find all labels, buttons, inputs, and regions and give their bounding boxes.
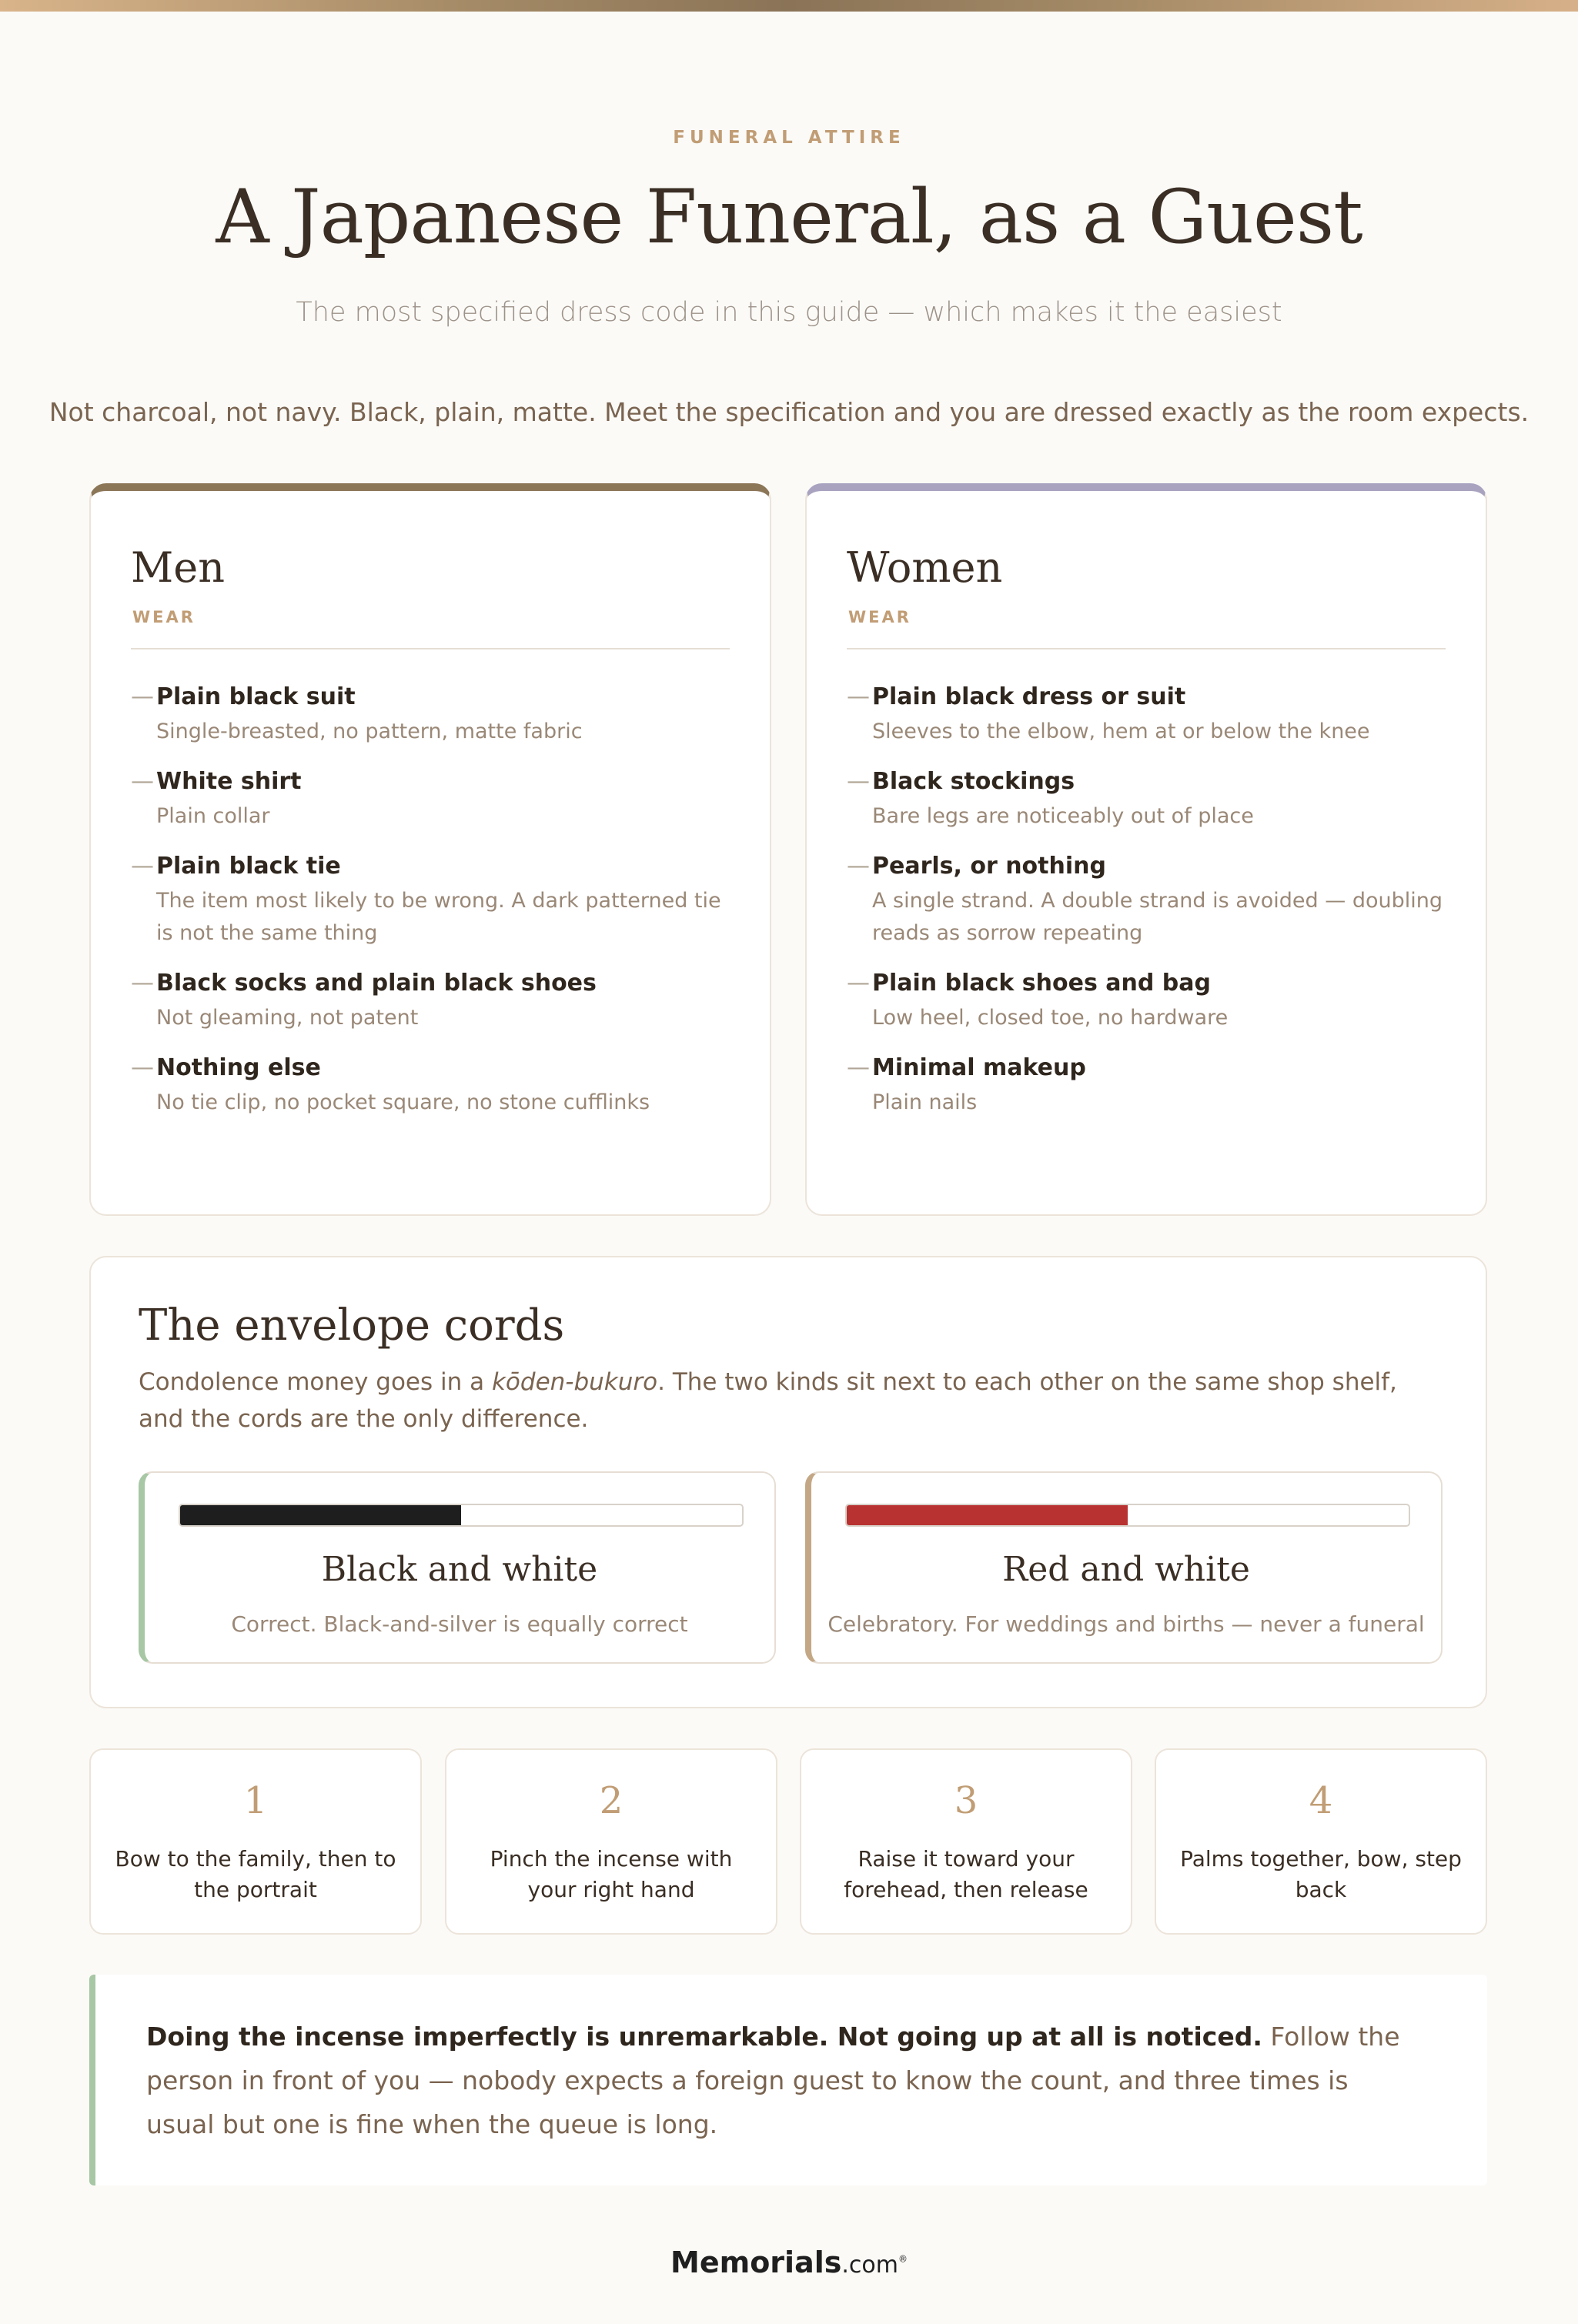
cord-title: Black and white [321,1550,598,1589]
step-number: 4 [1309,1779,1333,1822]
list-item [131,682,730,748]
step-number: 1 [243,1779,268,1822]
cord-card-red-white [805,1471,1443,1664]
item-desc: Plain collar [156,804,270,828]
item-desc: Not gleaming, not patent [156,1006,419,1030]
item-desc: A single strand. A double strand is avoided — doubling reads as sorrow repeating [872,889,1443,945]
step-text: Palms together, bow, step back [1180,1846,1462,1902]
item-name: Nothing else [156,1054,321,1081]
list-item [131,851,730,950]
men-card [89,483,771,1216]
intro-lede: Not charcoal, not navy. Black, plain, matte. Meet the specification and you are dressed exactly as the room expects. [48,397,1530,427]
envelope-section [89,1256,1487,1708]
dash-icon: — [131,853,154,880]
item-desc: Low heel, closed toe, no hardware [872,1006,1229,1030]
dash-icon: — [131,1054,154,1081]
item-desc: Sleeves to the elbow, hem at or below the knee [872,720,1370,743]
dash-icon: — [847,853,870,880]
cord-title: Red and white [1002,1550,1250,1589]
item-name: White shirt [156,768,302,795]
note-bold: Doing the incense imperfectly is unremarkable. Not going up at all is noticed. [146,2022,1262,2052]
men-title: Men [131,543,226,592]
dash-icon: — [131,970,154,997]
item-desc: Bare legs are noticeably out of place [872,804,1254,828]
item-name: Plain black suit [156,683,356,710]
item-desc: Single-breasted, no pattern, matte fabric [156,720,583,743]
dash-icon: — [131,768,154,795]
list-item [847,851,1446,950]
item-name: Plain black dress or suit [872,683,1186,710]
women-card [805,483,1487,1216]
list-item [847,968,1446,1034]
logo-suffix: .com [841,2252,898,2279]
men-wear-label: WEAR [132,608,196,626]
cord-card-black-white [139,1471,776,1664]
list-item [847,682,1446,748]
step-number: 3 [954,1779,978,1822]
envelope-intro [139,1364,1438,1437]
intro-text: . The two kinds sit next to each other on the same shop shelf, and the cords are the only difference. [139,1368,1397,1433]
men-items-list [131,682,730,1137]
step-number: 2 [599,1779,624,1822]
list-item [131,766,730,833]
item-name: Plain black shoes and bag [872,970,1211,997]
item-name: Plain black tie [156,853,341,880]
cord-desc: Correct. Black-and-silver is equally correct [231,1611,688,1637]
cord-desc: Celebratory. For weddings and births — never a funeral [827,1611,1425,1637]
item-desc: No tie clip, no pocket square, no stone cufflinks [156,1090,650,1114]
step-card [800,1748,1132,1935]
page-title: A Japanese Funeral, as a Guest [216,174,1362,260]
list-item [847,766,1446,833]
step-text: Pinch the incense with your right hand [490,1846,733,1902]
incense-note [89,1975,1487,2185]
dash-icon: — [847,970,870,997]
step-text: Raise it toward your forehead, then release [844,1846,1088,1902]
item-desc: The item most likely to be wrong. A dark patterned tie is not the same thing [156,889,721,945]
list-item [131,1053,730,1119]
cord-fill [847,1505,1128,1525]
dash-icon: — [131,683,154,710]
memorials-logo[interactable] [0,2246,1578,2279]
divider [847,648,1446,649]
step-card [89,1748,422,1935]
step-card [1155,1748,1487,1935]
page-subtitle: The most specified dress code in this guide — which makes it the easiest [296,297,1282,328]
top-accent-bar [0,0,1578,12]
dash-icon: — [847,683,870,710]
item-name: Black stockings [872,768,1075,795]
dash-icon: — [847,768,870,795]
women-wear-label: WEAR [848,608,911,626]
logo-name: Memorials [670,2246,842,2279]
envelope-title: The envelope cords [139,1301,565,1351]
cord-swatch [179,1504,744,1527]
item-name: Minimal makeup [872,1054,1086,1081]
item-name: Pearls, or nothing [872,853,1106,880]
item-desc: Plain nails [872,1090,978,1114]
list-item [131,968,730,1034]
cord-swatch [845,1504,1410,1527]
women-title: Women [847,543,1003,592]
list-item [847,1053,1446,1119]
intro-text: Condolence money goes in a [139,1368,492,1396]
item-name: Black socks and plain black shoes [156,970,597,997]
logo-mark: ® [898,2253,908,2265]
intro-term: kōden-bukuro [491,1368,658,1396]
cord-fill [180,1505,461,1525]
step-card [445,1748,777,1935]
women-items-list [847,682,1446,1137]
step-text: Bow to the family, then to the portrait [115,1846,396,1902]
note-text [146,2015,1418,2146]
dash-icon: — [847,1054,870,1081]
divider [131,648,730,649]
note-body: Follow the person in front of you — nobody expects a foreign guest to know the count, and three times is usual but one is fine when the queue is long. [146,2022,1400,2139]
eyebrow-label: FUNERAL ATTIRE [673,128,905,148]
